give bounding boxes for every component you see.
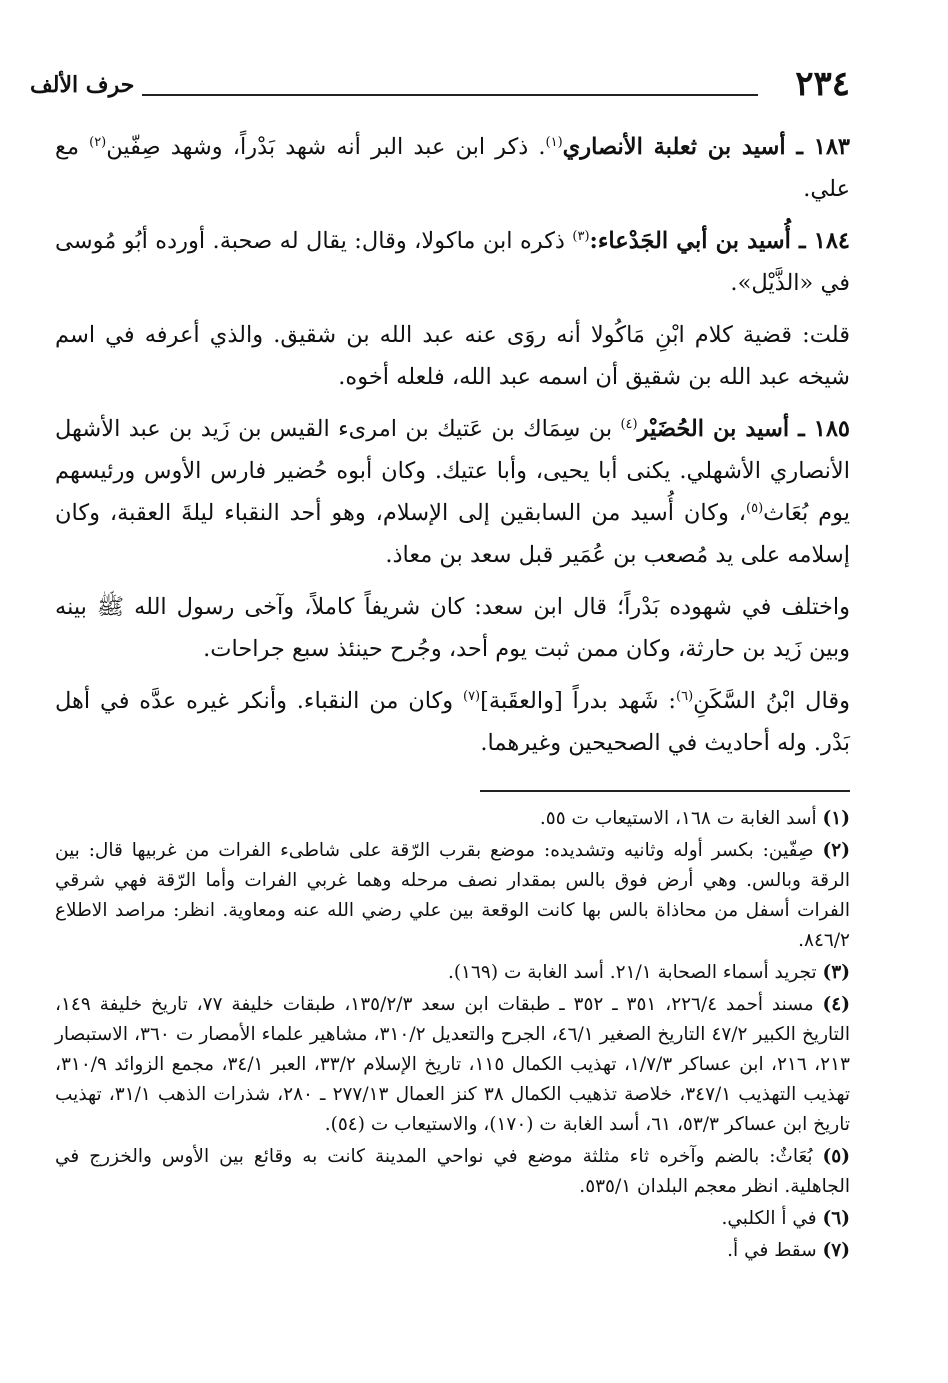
footnote-number: (٥) [822,1146,850,1167]
author-comment: قلت: قضية كلام ابْنِ مَاكُولا أنه روَى عنه عبد الله بن شقيق. والذي أعرفه في اسم شيخه عبد الله بن شقيق أن اسمه عبد الله، فلعله أخوه. [55,322,850,390]
footnote-number: (١) [822,808,850,829]
header-rule [142,94,758,96]
footnote-text: صِفّين: بكسر أوله وثانيه وتشديده: موضع بقرب الرّقة على شاطىء الفرات من غربيها قال: بين الرقة وبالس. وهي أرض فوق بالس بمقدار نصف مرحله وهما غربي الفرات وأما الرّقة فهي شرقي الفرات أسفل من محاذاة بالس بها كانت الوقعة بين علي رضي الله عنه ومعاوية. انظر: مراصد الاطلاع ٨٤٦/٢. [55,840,850,951]
footnote-text: في أ الكلبي. [721,1208,823,1229]
footnote-ref: (٤) [620,417,638,432]
footnote-text: سقط في أ. [727,1240,823,1261]
footnote-separator [480,790,850,792]
main-text [55,126,850,774]
footnote-text: أسد الغابة ت ١٦٨، الاستيعاب ت ٥٥. [539,808,823,829]
footnote-ref: (١) [545,135,563,150]
paragraph-ibn-sakan [55,680,850,764]
entry-title: ١٨٤ ـ أُسيد بن أبي الجَدْعاء: [589,228,850,254]
footnote-number: (٣) [822,962,850,983]
footnote-7 [55,1236,850,1266]
page-header [30,64,850,108]
footnote-3 [55,958,850,988]
footnote-ref: (٣) [572,229,590,244]
entry-183 [55,126,850,210]
footnote-text: تجريد أسماء الصحابة ٢١/١. أسد الغابة ت (١٦٩). [447,962,823,983]
footnote-4 [55,990,850,1140]
paragraph-text: وكان من النقباء. وأنكر غيره عدَّه في أهل بَدْر. وله أحاديث في الصحيحين وغيرهما. [55,688,850,756]
entry-text: ، وكان أُسيد من السابقين إلى الإسلام، وهو أحد النقباء ليلةَ العقبة، وكان إسلامه على يد مُصعب بن عُمَير قبل سعد بن معاذ. [55,500,850,568]
footnote-1 [55,804,850,834]
paragraph-text: : شَهد بدراً [والعقَبة] [480,688,676,714]
entry-title: ١٨٣ ـ أسيد بن ثعلبة الأنصاري [562,134,850,160]
entry-text: . ذكر ابن عبد البر أنه شهد بَدْراً، وشهد صِفّين [106,134,546,160]
entry-text: مع علي. [55,134,850,202]
footnote-number: (٧) [822,1240,850,1261]
paragraph-text: وقال ابْنُ السَّكَنِ [693,688,850,714]
running-title: حرف الألف [30,72,135,98]
footnote-number: (٦) [822,1208,850,1229]
footnote-ref: (٢) [89,135,107,150]
paragraph-badr: واختلف في شهوده بَدْراً؛ قال ابن سعد: كان شريفاً كاملاً، وآخى رسول الله ﷺ بينه وبين زَيد بن حارثة، وكان ممن ثبت يوم أحد، وجُرح حينئذ سبع جراحات. [55,594,850,662]
footnote-ref: (٦) [676,689,694,704]
entry-184 [55,220,850,304]
page-number: ٢٣٤ [795,64,850,104]
footnote-ref: (٧) [462,689,481,704]
footnotes [55,804,850,1268]
entry-title: ١٨٥ ـ أسيد بن الحُضَيْر [637,416,850,442]
entry-185 [55,408,850,576]
entry-text: بن سِمَاك بن عَتيك بن امرىء القيس بن زَيد بن عبد الأشهل الأنصاري الأشهلي. يكنى أبا يحيى، وأبا عتيك. وكان أبوه حُضير فارس الأوس ورئيسهم يوم بُعَاث [55,416,851,526]
footnote-number: (٢) [822,840,850,861]
footnote-text: بُعَاثٌ: بالضم وآخره ثاء مثلثة موضع في نواحي المدينة كانت به وقائع بين الأوس والخزرج في الجاهلية. انظر معجم البلدان ٥٣٥/١. [55,1146,850,1197]
footnote-ref: (٥) [746,501,764,516]
footnote-text: مسند أحمد ٢٢٦/٤، ٣٥١ ـ ٣٥٢ ـ طبقات ابن سعد ١٣٥/٢/٣، طبقات خليفة ٧٧، تاريخ خليفة ١٤٩، التاريخ الكبير ٤٧/٢ التاريخ الصغير ٤٦/١، الجرح والتعديل ٣١٠/٢، مشاهير علماء الأمصار ت ٣٦٠، الاستبصار ٢١٣، ٢١٦، ابن عساكر ١/٧/٣، تهذيب الكمال ١١٥، تاريخ الإسلام ٣٣/٢، العبر ٣٤/١، مجمع الزوائد ٣١٠/٩، تهذيب التهذيب ٣٤٧/١، خلاصة تذهيب الكمال ٣٨ كنز العمال ٢٧٧/١٣ ـ ٢٨٠، شذرات الذهب ٣١/١، تهذيب تاريخ ابن عساكر ٥٣/٣، ٦١، أسد الغابة ت (١٧٠)، والاستيعاب ت (٥٤). [55,994,850,1135]
footnote-5 [55,1142,850,1202]
footnote-6 [55,1204,850,1234]
entry-text: ذكره ابن ماكولا، وقال: يقال له صحبة. أورده أبُو مُوسى في «الذَّيْل». [55,228,850,296]
footnote-number: (٤) [822,994,850,1015]
footnote-2 [55,836,850,956]
